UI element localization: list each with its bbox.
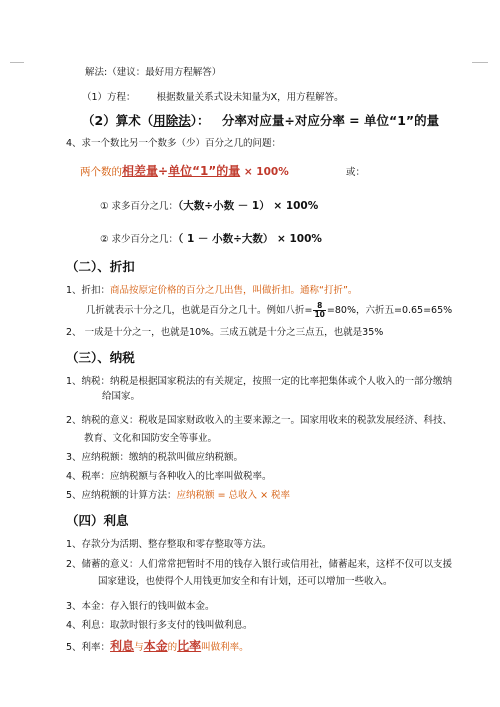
tax-item-2-cont: 教育、文化和国防安全等事业。: [84, 433, 218, 444]
discount-definition: [66, 284, 357, 298]
tax-item-3: 3、应纳税额：缴纳的税款叫做应纳税额。: [66, 452, 244, 463]
formula-unit: 单位“1”的量: [168, 164, 241, 178]
less-label: ② 求少百分之几：: [100, 234, 179, 245]
interest-title: （四）利息: [66, 513, 129, 528]
tax-item-1: 1、纳税：纳税是根据国家税法的有关规定，按照一定的比率把集体或个人收入的一部分缴纳: [66, 376, 453, 387]
arith-formula: 分率对应量÷对应分率 = 单位“1”的量: [221, 113, 440, 128]
interest-rate-label: 5、利率：: [66, 642, 111, 653]
discount-item-2: 2、 一成是十分之一，也就是10%。三成五就是十分之三点五，也就是35%: [66, 327, 384, 338]
more-percent-line: [100, 199, 318, 214]
arith-label-underlined: 用除法: [153, 113, 191, 128]
tax-item-2: 2、纳税的意义：税收是国家财政收入的主要来源之一。国家用收来的税款发展经济、科技、: [66, 415, 453, 426]
fraction-denominator: 10: [314, 310, 325, 319]
solution-intro: 解法:（建议：最好用方程解答）: [85, 67, 222, 78]
percent-question: 4、求一个数比另一个数多（少）百分之几的问题：: [66, 138, 282, 149]
equation-line: [82, 91, 344, 105]
fraction-numerator: 8: [313, 302, 325, 311]
tax-item-5-label: 5、应纳税额的计算方法：: [66, 490, 177, 501]
less-percent-line: [100, 232, 322, 247]
interest-item-2: 2、储蓄的意义：人们常常把暂时不用的钱存入银行或信用社，储蓄起来，这样不仅可以支援: [66, 559, 453, 570]
interest-item-5: [66, 639, 249, 655]
tax-title: （三）、纳税: [66, 350, 135, 365]
fraction-eight-tenths: [313, 302, 325, 319]
interest-item-4: 4、利息：取款时银行多支付的钱叫做利息。: [66, 620, 253, 631]
corner-mark-right: [472, 62, 488, 63]
equation-label: （1）方程：: [82, 92, 136, 103]
formula-diff: 相差量: [122, 164, 159, 178]
principal-term: 本金: [143, 639, 168, 653]
discount-expl-a: 几折就表示十分之几，也就是百分之几十。例如八折=: [86, 305, 313, 316]
tax-item-1-cont: 给国家。: [102, 391, 141, 402]
percent-formula-line: [80, 164, 289, 180]
equation-text: 根据数量关系式设未知量为X，用方程解答。: [156, 92, 344, 103]
more-label: ① 求多百分之几：: [100, 201, 179, 212]
formula-div: ÷: [158, 164, 169, 178]
corner-mark-left: [10, 62, 24, 63]
less-formula: （ 1 － 小数÷大数） × 100%: [178, 233, 322, 245]
arith-label-a: （2）算术（: [82, 113, 154, 128]
interest-item-3: 3、本金：存入银行的钱叫做本金。: [66, 601, 215, 612]
or-label: 或：: [346, 167, 366, 178]
discount-explanation: [86, 302, 452, 320]
arith-label-c: ）：: [190, 113, 210, 128]
tax-formula: 应纳税额 = 总收入 × 税率: [176, 490, 291, 501]
discount-expl-b: =80%，六折五=0.65=65%: [326, 305, 453, 316]
tax-item-4: 4、税率：应纳税额与各种收入的比率叫做税率。: [66, 471, 272, 482]
interest-suffix: 叫做利率。: [201, 642, 249, 653]
arithmetic-line: [82, 113, 439, 129]
formula-prefix: 两个数的: [80, 166, 122, 178]
interest-of: 的: [167, 642, 178, 653]
interest-item-1: 1、存款分为活期、整存整取和零存整取等方法。: [66, 539, 272, 550]
interest-and: 与: [134, 642, 144, 653]
discount-def-num: 1、折扣：: [66, 285, 111, 296]
interest-term: 利息: [110, 639, 135, 653]
ratio-term: 比率: [177, 639, 202, 653]
more-formula: （大数÷小数 － 1） × 100%: [178, 200, 319, 212]
tax-item-5: [66, 489, 290, 503]
discount-def-text: 商品按原定价格的百分之几出售，叫做折扣。通称“打折”。: [110, 285, 358, 296]
discount-title: （二）、折扣: [66, 259, 135, 274]
formula-suffix: × 100%: [240, 166, 289, 178]
interest-item-2-cont: 国家建设，也使得个人用钱更加安全和有计划，还可以增加一些收入。: [98, 576, 393, 587]
